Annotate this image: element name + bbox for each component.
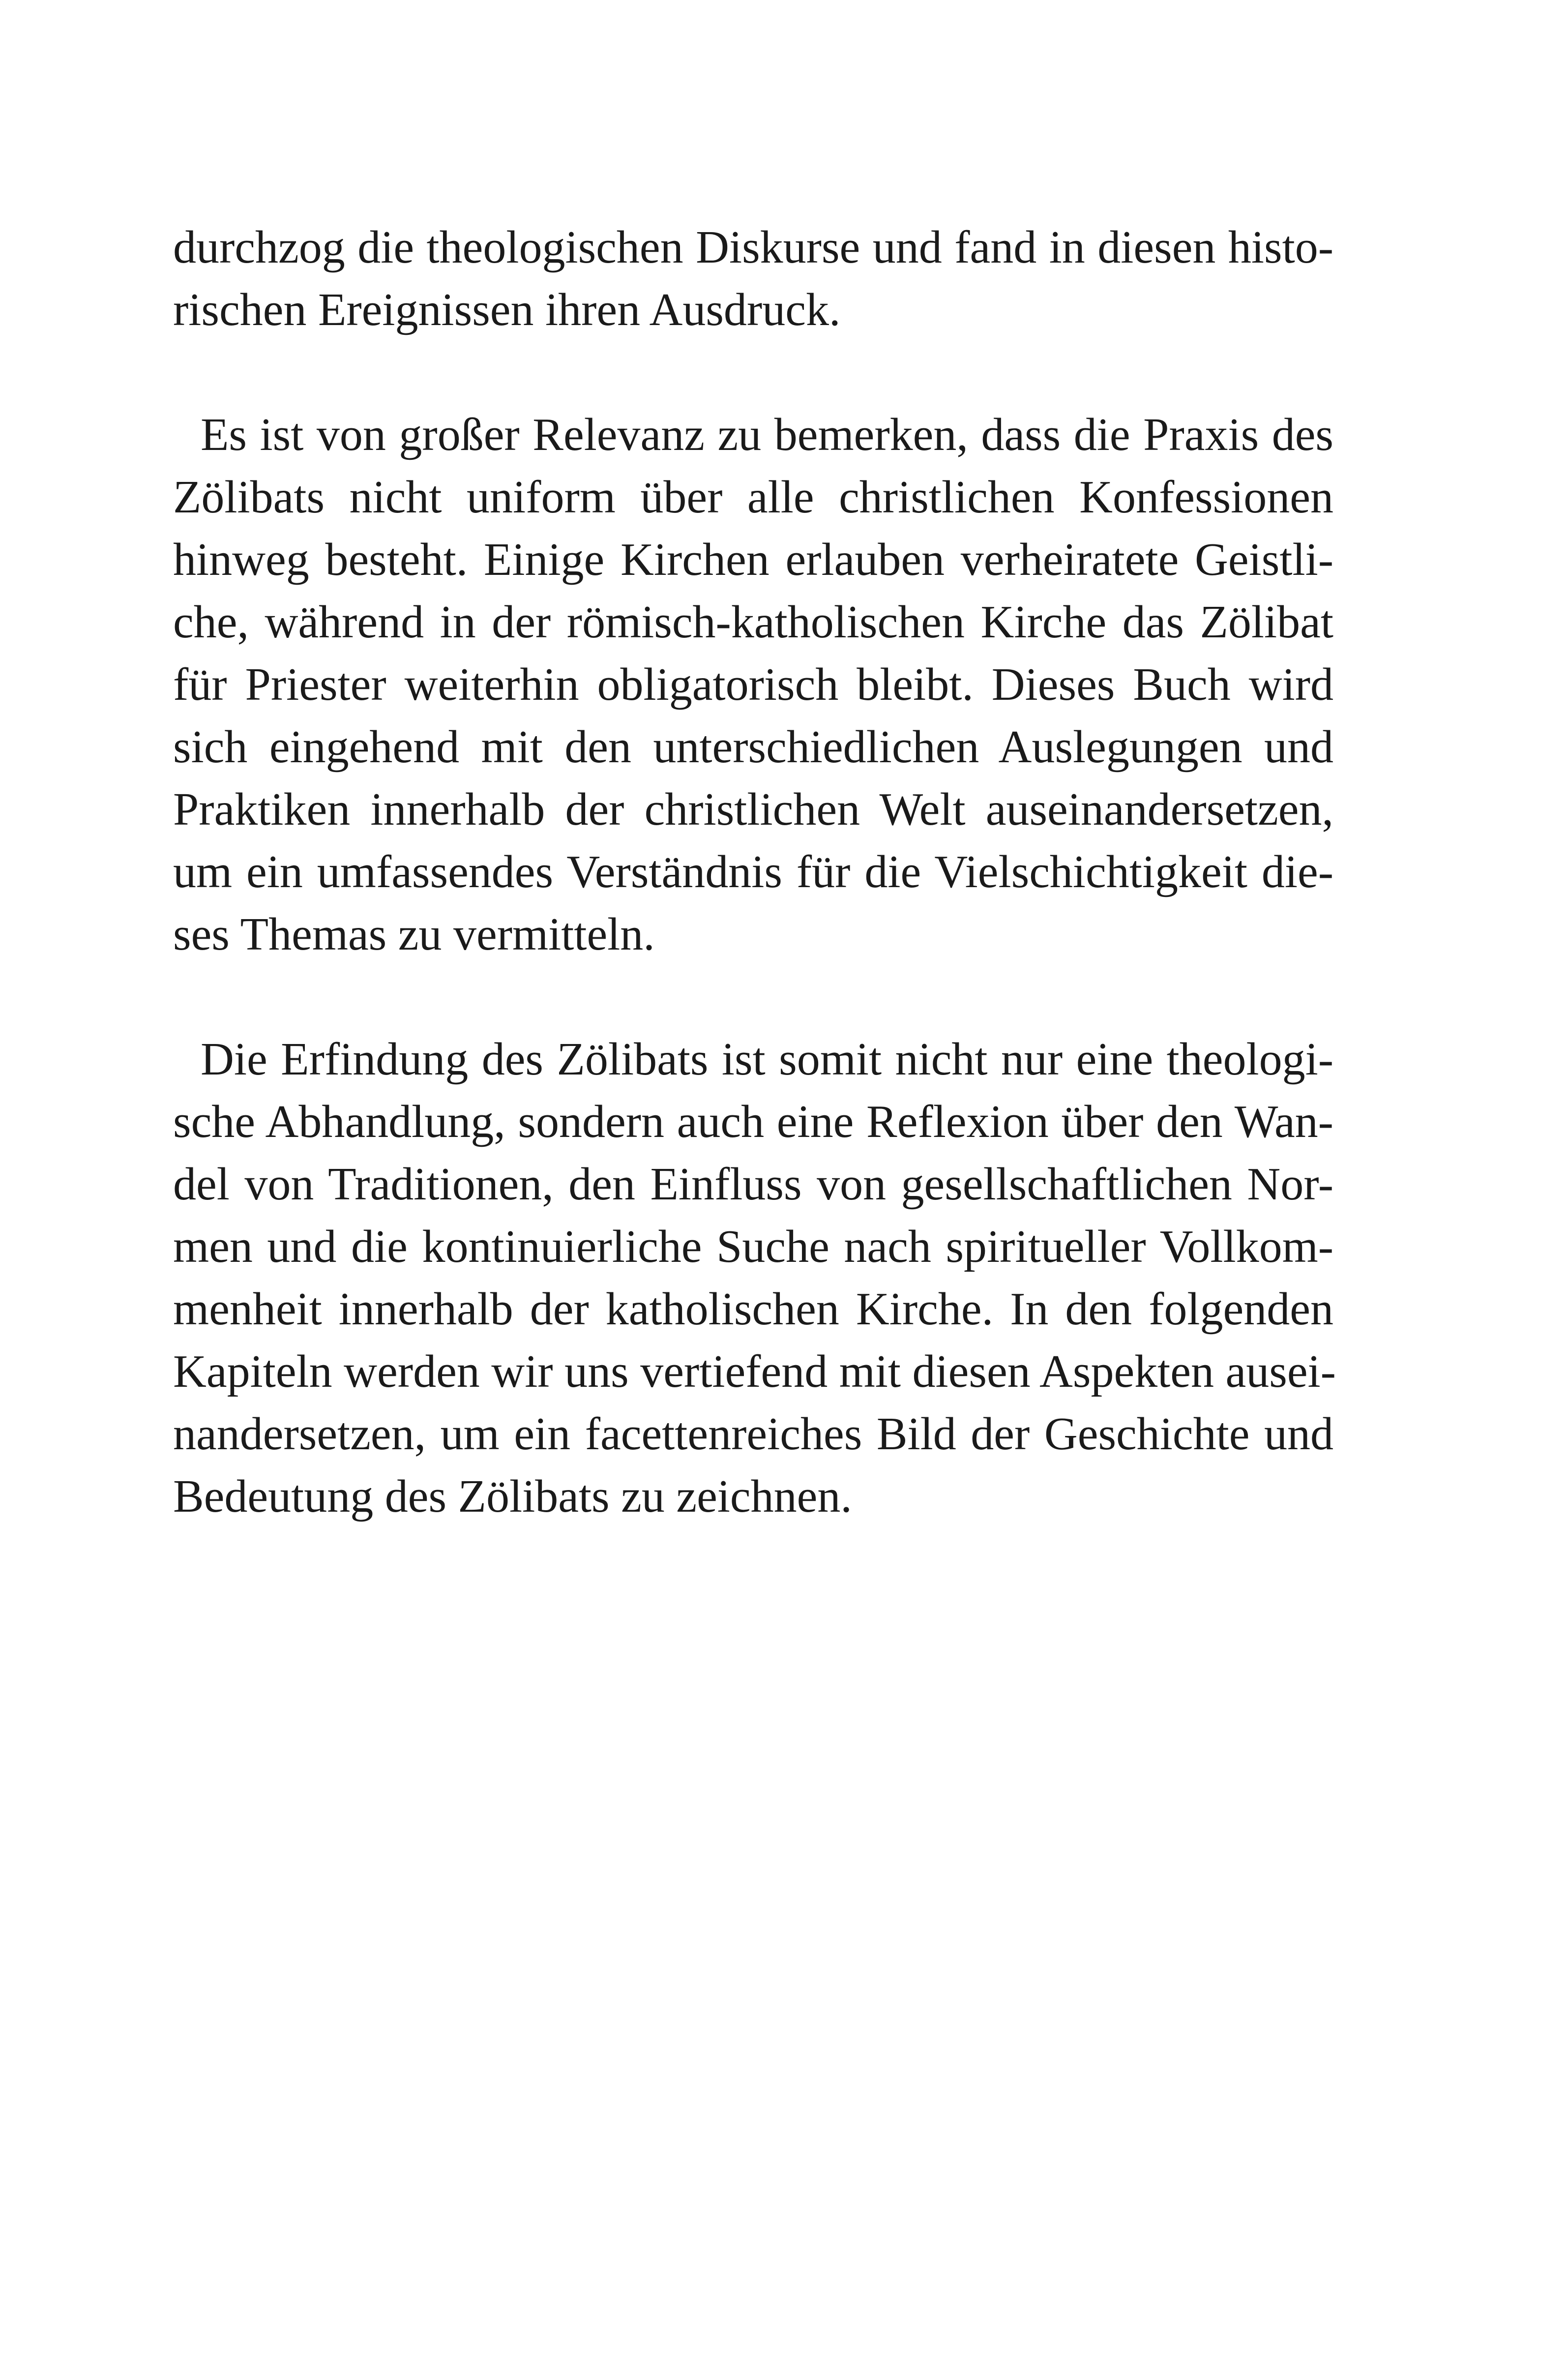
text-line: Zölibats nicht uniform über alle christlichen Konfessionen — [173, 472, 1333, 523]
text-line: Praktiken innerhalb der christlichen Welt auseinandersetzen, — [173, 784, 1333, 835]
text-line: für Priester weiterhin obligatorisch bleibt. Dieses Buch wird — [173, 659, 1333, 710]
text-line: sche Abhandlung, sondern auch eine Reflexion über den Wan- — [173, 1096, 1333, 1147]
text-line: ses Themas zu vermitteln. — [173, 909, 655, 960]
text-line: rischen Ereignissen ihren Ausdruck. — [173, 284, 841, 335]
body-text — [173, 216, 1336, 1528]
text-line: men und die kontinuierliche Suche nach spiritueller Vollkom- — [173, 1221, 1333, 1272]
text-line: Es ist von großer Relevanz zu bemerken, dass die Praxis des — [201, 409, 1333, 460]
text-line: hinweg besteht. Einige Kirchen erlauben verheiratete Geistli- — [173, 534, 1333, 585]
text-line: sich eingehend mit den unterschiedlichen Auslegungen und — [173, 721, 1333, 773]
text-line: Bedeutung des Zölibats zu zeichnen. — [173, 1471, 852, 1522]
text-line: durchzog die theologischen Diskurse und fand in diesen histo- — [173, 222, 1333, 273]
text-line: Die Erfindung des Zölibats ist somit nicht nur eine theologi- — [201, 1034, 1333, 1085]
text-line: nandersetzen, um ein facettenreiches Bild der Geschichte und — [173, 1408, 1333, 1460]
text-line: che, während in der römisch-katholischen Kirche das Zölibat — [173, 597, 1333, 648]
text-line: del von Traditionen, den Einfluss von gesellschaftlichen Nor- — [173, 1159, 1333, 1210]
text-line: um ein umfassendes Verständnis für die Vielschichtigkeit die- — [173, 846, 1333, 897]
paragraph-2 — [173, 404, 1333, 966]
paragraph-1 — [173, 216, 1333, 341]
paragraph-3 — [173, 1028, 1336, 1528]
text-line: menheit innerhalb der katholischen Kirche. In den folgenden — [173, 1283, 1333, 1335]
text-line: Kapiteln werden wir uns vertiefend mit diesen Aspekten ausei- — [173, 1346, 1336, 1397]
